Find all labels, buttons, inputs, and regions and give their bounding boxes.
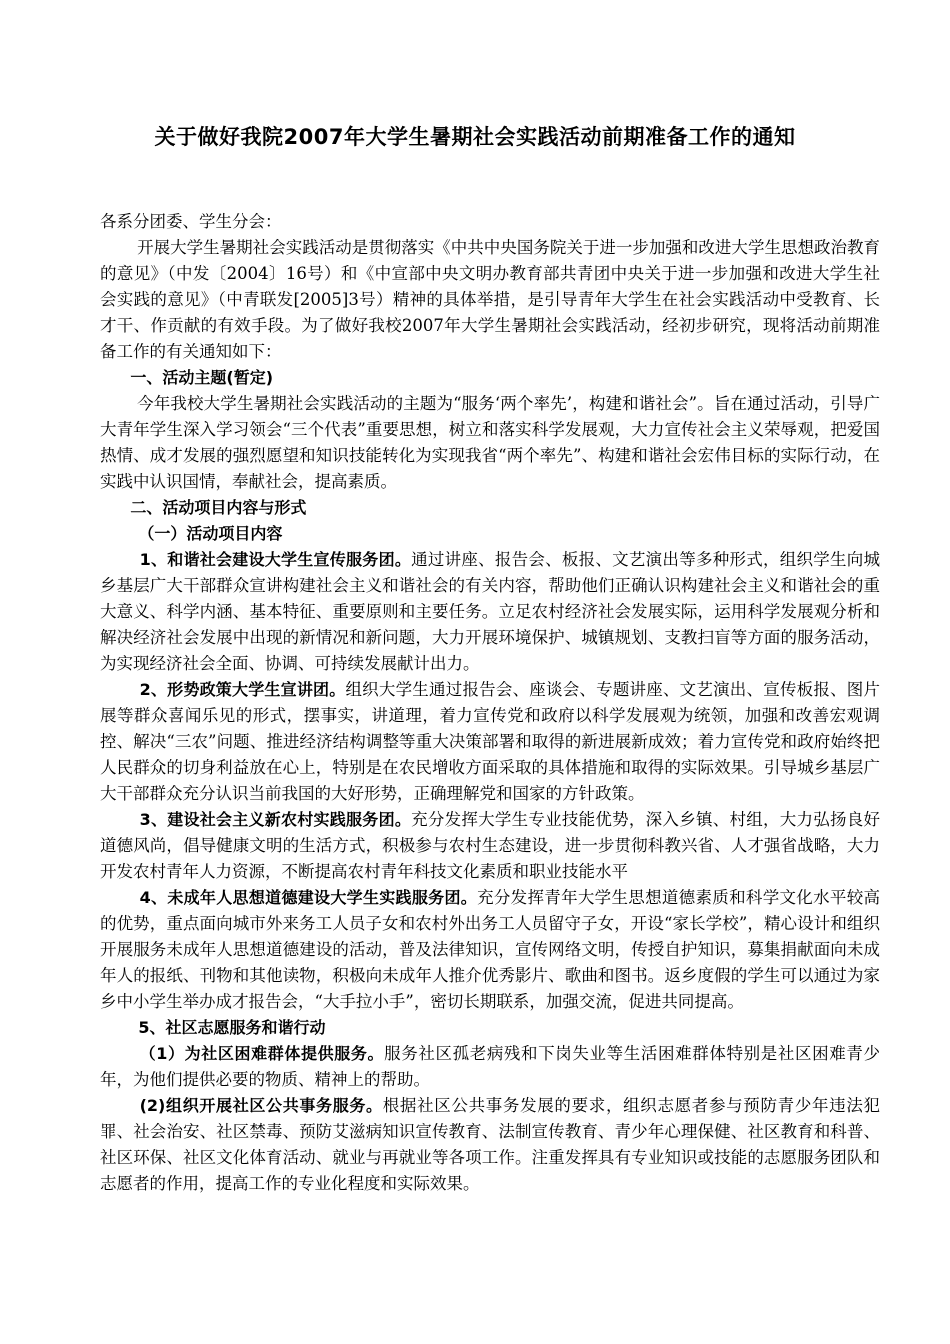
- item-3-paragraph: [100, 807, 880, 885]
- item-4-paragraph: [100, 885, 880, 1015]
- subitem-2-text: 根据社区公共事务发展的要求，组织志愿者参与预防青少年违法犯罪、社会治安、社区禁毒、预防艾滋病知识宣传教育、法制宣传教育、青少年心理保健、社区教育和科普、社区环保、社区文化体育活动、就业与再就业等各项工作。注重发挥具有专业知识或技能的志愿服务团队和志愿者的作用，提高工作的专业化程度和实际效果。: [100, 1096, 880, 1193]
- subitem-1-paragraph: [100, 1041, 880, 1093]
- item-3-title: 3、建设社会主义新农村实践服务团。: [139, 810, 412, 829]
- item-4-title: 4、未成年人思想道德建设大学生实践服务团。: [139, 888, 478, 907]
- salutation: 各系分团委、学生分会：: [100, 212, 282, 231]
- item-2-title: 2、形势政策大学生宣讲团。: [139, 680, 346, 699]
- document-body: [100, 209, 880, 1197]
- section-1-heading: 一、活动主题(暂定): [130, 368, 274, 387]
- subsection-1-heading: （一）活动项目内容: [138, 524, 283, 543]
- subitem-2-title: (2)组织开展社区公共事务服务。: [139, 1096, 383, 1115]
- item-2-paragraph: [100, 677, 880, 807]
- item-3-text: 充分发挥大学生专业技能优势，深入乡镇、村组，大力弘扬良好道德风尚，倡导健康文明的生活方式，积极参与农村生态建设，进一步贯彻科教兴省、人才强省战略，大力开发农村青年人力资源，不断提高农村青年科技文化素质和职业技能水平: [100, 810, 881, 881]
- subitem-1-title: （1）为社区困难群体提供服务。: [139, 1044, 385, 1063]
- section-1-paragraph: 今年我校大学生暑期社会实践活动的主题为“服务‘两个率先’，构建和谐社会”。旨在通过活动，引导广大青年学生深入学习领会“三个代表”重要思想，树立和落实科学发展观，大力宣传社会主义荣辱观，把爱国热情、成才发展的强烈愿望和知识技能转化为实现我省“两个率先”、构建和谐社会宏伟目标的实际行动，在实践中认识国情，奉献社会，提高素质。: [100, 394, 880, 491]
- document-title: 关于做好我院2007年大学生暑期社会实践活动前期准备工作的通知: [154, 125, 796, 149]
- intro-paragraph: 开展大学生暑期社会实践活动是贯彻落实《中共中央国务院关于进一步加强和改进大学生思想政治教育的意见》（中发〔2004〕16号）和《中宣部中央文明办教育部共青团中央关于进一步加强和改进大学生社会实践的意见》（中青联发[2005]3号）精神的具体举措，是引导青年大学生在社会实践活动中受教育、长才干、作贡献的有效手段。为了做好我校2007年大学生暑期社会实践活动，经初步研究，现将活动前期准备工作的有关通知如下：: [100, 238, 880, 361]
- subitem-2-paragraph: [100, 1093, 880, 1197]
- item-5-heading: 5、社区志愿服务和谐行动: [138, 1018, 326, 1037]
- subitem-1-text: 服务社区孤老病残和下岗失业等生活困难群体特别是社区困难青少年，为他们提供必要的物质、精神上的帮助。: [100, 1044, 881, 1089]
- section-2-heading: 二、活动项目内容与形式: [130, 498, 307, 517]
- item-1-paragraph: [100, 547, 880, 677]
- item-4-text: 充分发挥青年大学生思想道德素质和科学文化水平较高的优势，重点面向城市外来务工人员子女和农村外出务工人员留守子女，开设“家长学校”，精心设计和组织开展服务未成年人思想道德建设的活动，普及法律知识，宣传网络文明，传授自护知识，募集捐献面向未成年人的报纸、刊物和其他读物，积极向未成年人推介优秀影片、歌曲和图书。返乡度假的学生可以通过为家乡中小学生举办成才报告会，“大手拉小手”，密切长期联系，加强交流，促进共同提高。: [100, 888, 880, 1011]
- item-1-title: 1、和谐社会建设大学生宣传服务团。: [139, 550, 412, 569]
- item-1-text: 通过讲座、报告会、板报、文艺演出等多种形式，组织学生向城乡基层广大干部群众宣讲构建社会主义和谐社会的有关内容，帮助他们正确认识构建社会主义和谐社会的重大意义、科学内涵、基本特征、重要原则和主要任务。立足农村经济社会发展实际，运用科学发展观分析和解决经济社会发展中出现的新情况和新问题，大力开展环境保护、城镇规划、支教扫盲等方面的服务活动，为实现经济社会全面、协调、可持续发展献计出力。: [100, 550, 881, 673]
- item-2-text: 组织大学生通过报告会、座谈会、专题讲座、文艺演出、宣传板报、图片展等群众喜闻乐见的形式，摆事实，讲道理，着力宣传党和政府以科学发展观为统领，加强和改善宏观调控、解决“三农”问题、推进经济结构调整等重大决策部署和取得的新进展新成效；着力宣传党和政府始终把人民群众的切身利益放在心上，特别是在农民增收方面采取的具体措施和取得的实际效果。引导城乡基层广大干部群众充分认识当前我国的大好形势，正确理解党和国家的方针政策。: [100, 680, 880, 803]
